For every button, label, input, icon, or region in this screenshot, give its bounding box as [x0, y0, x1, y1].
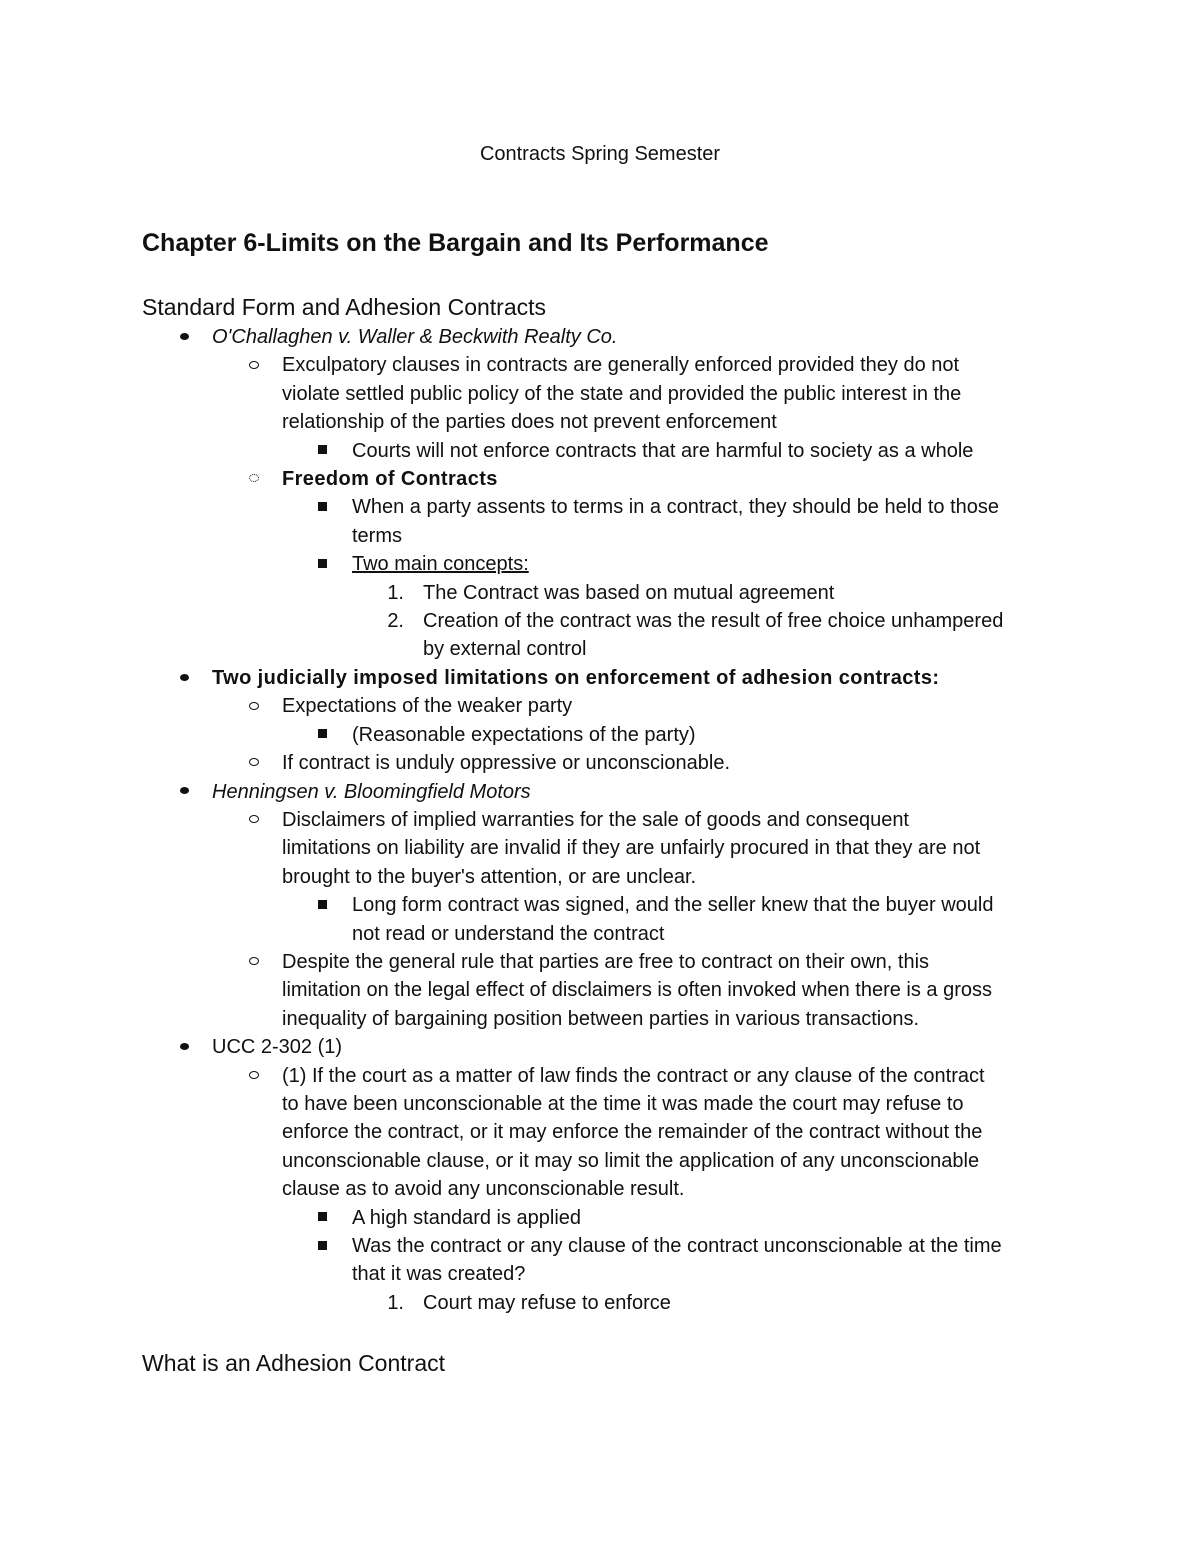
text-line: by external control	[423, 638, 587, 661]
case-title: Henningsen v. Bloomingfield Motors	[212, 780, 531, 803]
numbered-item-1	[142, 1289, 1082, 1317]
text-line: Despite the general rule that parties are free to contract on their own, this	[282, 950, 930, 973]
numbered-item-1	[142, 579, 1082, 607]
text-line: terms	[352, 524, 402, 547]
list-item-reasonable-expectations	[142, 721, 1082, 749]
text-line: (1) If the court as a matter of law finds the contract or any clause of the contract	[282, 1064, 985, 1087]
text-line: Two main concepts:	[352, 553, 529, 576]
list-item-gross-inequality	[142, 948, 1082, 1033]
bullet-disc-icon	[172, 664, 196, 692]
chapter-title: Chapter 6-Limits on the Bargain and Its Performance	[142, 229, 769, 257]
text-line: unconscionable clause, or it may so limit the application of any unconscionable	[282, 1149, 980, 1172]
text-line: violate settled public policy of the state and provided the public interest in the	[282, 382, 962, 405]
bullet-circle-icon	[242, 692, 266, 720]
bullet-dotted-circle-icon	[242, 465, 266, 493]
text-line: Was the contract or any clause of the contract unconscionable at the time	[352, 1235, 1002, 1257]
text-line: When a party assents to terms in a contract, they should be held to those	[352, 496, 1000, 519]
text-line: Disclaimers of implied warranties for the sale of goods and consequent	[282, 808, 909, 831]
bullet-square-icon	[310, 891, 334, 919]
list-item-exculpatory-rule	[142, 351, 1082, 436]
text-line: (Reasonable expectations of the party)	[352, 723, 696, 746]
text-line: that it was created?	[352, 1263, 526, 1286]
text-line: Creation of the contract was the result of free choice unhampered	[423, 610, 1004, 633]
text-line: clause as to avoid any unconscionable result.	[282, 1178, 685, 1201]
text-line: inequality of bargaining position between parties in various transactions.	[282, 1007, 920, 1030]
text-line: Courts will not enforce contracts that are harmful to society as a whole	[352, 439, 974, 462]
bullet-square-icon	[310, 1204, 334, 1232]
subheading: Freedom of Contracts	[282, 468, 498, 491]
page-header-title: Contracts Spring Semester	[479, 143, 721, 165]
numbered-item-2	[142, 607, 1082, 664]
list-item-judicial-limitations	[142, 664, 1082, 692]
bullet-square-icon	[310, 550, 334, 578]
section-heading-standard-form: Standard Form and Adhesion Contracts	[142, 294, 547, 320]
text-line: A high standard is applied	[352, 1206, 582, 1229]
list-number: 2.	[387, 610, 404, 633]
text-line: The Contract was based on mutual agreement	[423, 581, 835, 604]
list-item-assent-terms	[142, 493, 1082, 550]
bullet-square-icon	[310, 437, 334, 465]
bullet-circle-icon	[242, 351, 266, 379]
text-line: to have been unconscionable at the time it was made the court may refuse to	[282, 1092, 964, 1115]
list-number: 1.	[387, 1291, 404, 1314]
text-line: Expectations of the weaker party	[282, 695, 573, 718]
list-item-harmful-contracts	[142, 437, 1082, 465]
bullet-circle-icon	[242, 749, 266, 777]
list-item-long-form-contract	[142, 891, 1082, 948]
text-line: relationship of the parties does not prevent enforcement	[282, 411, 777, 434]
bullet-circle-icon	[242, 948, 266, 976]
text-line: limitations on liability are invalid if they are unfairly procured in that they are not	[282, 837, 981, 860]
text-line: Court may refuse to enforce	[423, 1291, 671, 1314]
bullet-square-icon	[310, 493, 334, 521]
list-item-high-standard	[142, 1204, 1082, 1232]
list-item-disclaimers	[142, 806, 1082, 891]
bullet-disc-icon	[172, 323, 196, 351]
list-item-weaker-party	[142, 692, 1082, 720]
list-item-case-henningsen	[142, 778, 1082, 806]
notes-outline	[142, 323, 1082, 1317]
list-number: 1.	[387, 581, 404, 604]
list-item-ucc	[142, 1033, 1082, 1061]
section-heading-adhesion-contract: What is an Adhesion Contract	[142, 1350, 445, 1376]
text-line: brought to the buyer's attention, or are unclear.	[282, 865, 697, 888]
text-line: UCC 2-302 (1)	[212, 1036, 343, 1059]
text-line: Exculpatory clauses in contracts are generally enforced provided they do not	[282, 354, 960, 377]
text-line: limitation on the legal effect of disclaimers is often invoked when there is a gross	[282, 979, 992, 1002]
list-item-ucc-text	[142, 1062, 1082, 1204]
subheading: Two judicially imposed limitations on enforcement of adhesion contracts:	[212, 666, 940, 689]
list-item-case-ochallaghen	[142, 323, 1082, 351]
bullet-square-icon	[310, 1232, 334, 1260]
bullet-circle-icon	[242, 1062, 266, 1090]
bullet-disc-icon	[172, 778, 196, 806]
list-item-unconscionable	[142, 749, 1082, 777]
text-line: enforce the contract, or it may enforce the remainder of the contract without the	[282, 1121, 983, 1144]
text-line: not read or understand the contract	[352, 922, 665, 945]
bullet-circle-icon	[242, 806, 266, 834]
bullet-disc-icon	[172, 1033, 196, 1061]
text-line: Long form contract was signed, and the seller knew that the buyer would	[352, 894, 994, 917]
list-item-unconscionable-at-time	[142, 1232, 1082, 1289]
case-title: O'Challaghen v. Waller & Beckwith Realty Co.	[212, 326, 618, 348]
list-item-two-main-concepts	[142, 550, 1082, 578]
text-line: If contract is unduly oppressive or unconscionable.	[282, 752, 731, 775]
bullet-square-icon	[310, 721, 334, 749]
list-item-freedom-of-contracts	[142, 465, 1082, 493]
